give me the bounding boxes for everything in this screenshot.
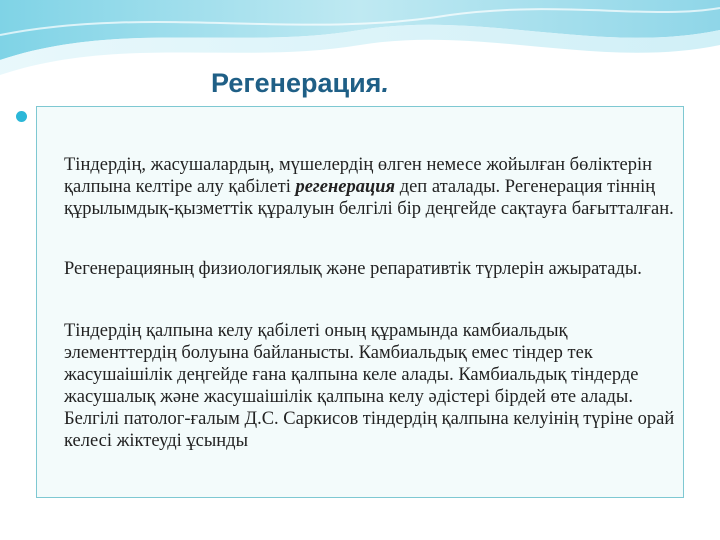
title-text: Регенерация (211, 68, 382, 98)
bullet-dot-icon (16, 111, 27, 122)
paragraph1-text-after: деп аталады. Регенерация тіннің құрылымдық-қызметтік құралуын белгілі бір деңгейде сақтауға бағытталған. (64, 177, 674, 219)
paragraph1-text-before: Тіндердің, жасушалардың, мүшелердің өлген немесе жойылған бөліктерін қалпына келтіре алу қабілеті (64, 155, 653, 197)
slide-title (0, 68, 600, 99)
title-dot: . (381, 68, 389, 98)
regeneration-term: регенерация (295, 177, 396, 197)
paragraph-definition (64, 154, 684, 220)
paragraph-cambial: Тіндердің қалпына келу қабілеті оның құрамында камбиальдық элементтердің болуына байланысты. Камбиальдық емес тіндер тек жасушаішілік деңгейде ғана қалпына келе алады. Камбиальдық тіндерде жасушалық және жасушаішілік қалпына келу әдістері бірдей өте алады. Белгілі патолог-ғалым Д.С. Саркисов тіндердің қалпына келуінің түріне орай келесі жіктеуді ұсынды (64, 321, 675, 451)
paragraph-types: Регенерацияның физиологиялық және репаративтік түрлерін ажыратады. (64, 259, 642, 279)
